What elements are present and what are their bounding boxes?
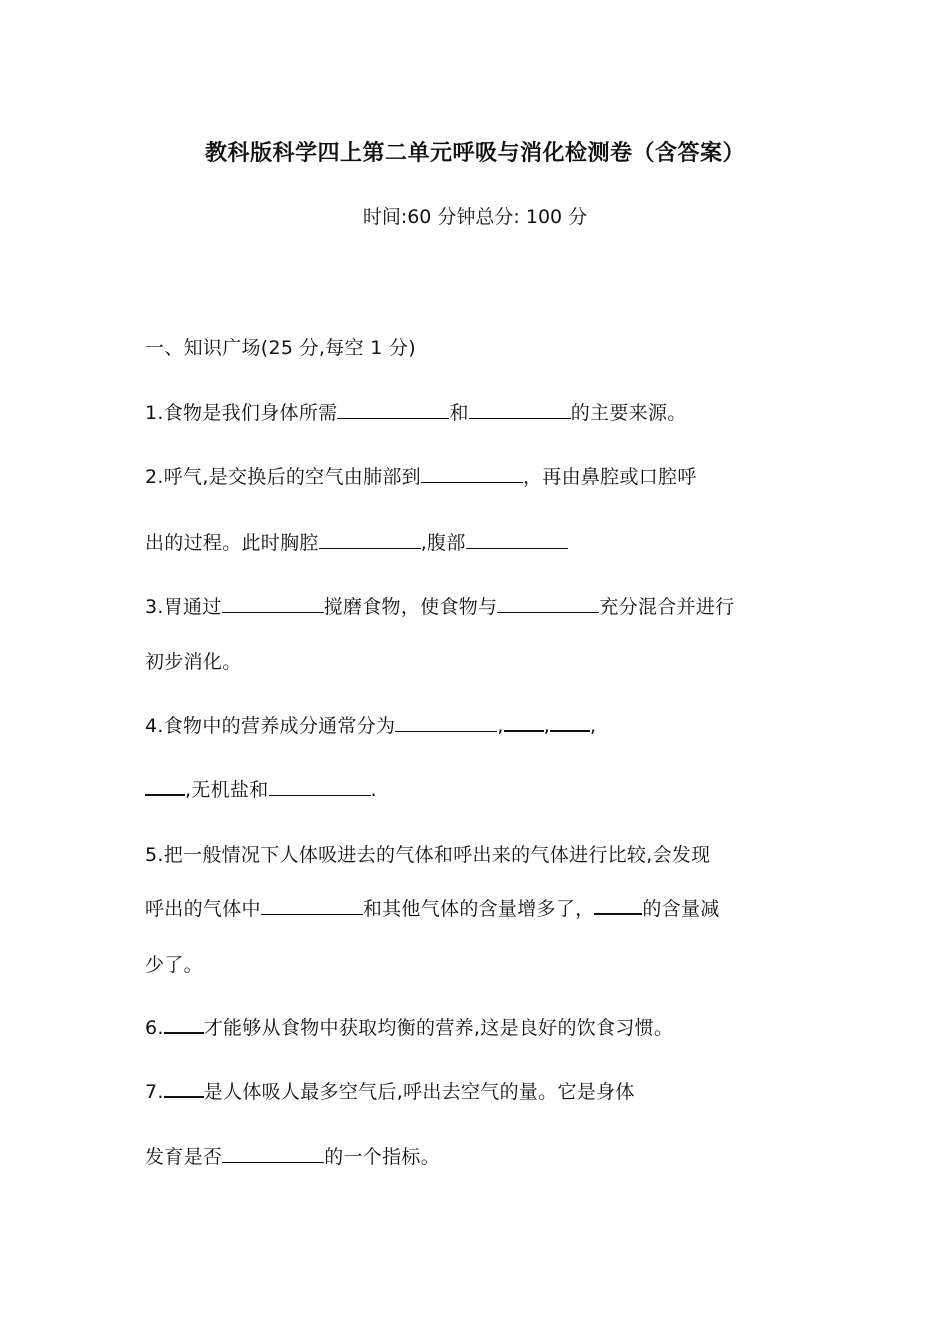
document-title: 教科版科学四上第二单元呼吸与消化检测卷（含答案） <box>204 141 745 166</box>
question-7-continued <box>145 1142 825 1169</box>
question-3-continued: 初步消化。 <box>145 651 242 673</box>
answer-blank[interactable] <box>504 729 544 732</box>
answer-blank[interactable] <box>269 794 371 796</box>
question-text: 1.食物是我们身体所需 <box>145 402 338 424</box>
separator: , <box>497 715 504 737</box>
question-text: 4.食物中的营养成分通常分为 <box>145 715 396 737</box>
question-text: 充分混合并进行 <box>599 596 735 618</box>
question-5: 5.把一般情况下人体吸进去的气体和呼出来的气体进行比较,会发现 <box>145 844 711 866</box>
question-6 <box>145 1013 825 1040</box>
answer-blank[interactable] <box>550 729 590 732</box>
question-text: 和 <box>449 402 469 424</box>
question-text: 是人体吸人最多空气后,呼出去空气的量。它是身体 <box>203 1081 635 1103</box>
answer-blank[interactable] <box>395 730 497 732</box>
question-2-continued <box>145 528 825 555</box>
question-text: ,无机盐和 <box>185 779 269 801</box>
answer-blank[interactable] <box>222 611 324 613</box>
question-text: 7. <box>145 1081 164 1103</box>
question-text: 的一个指标。 <box>324 1146 441 1168</box>
question-text: 发育是否 <box>145 1146 223 1168</box>
answer-blank[interactable] <box>337 417 449 419</box>
answer-blank[interactable] <box>164 1095 204 1098</box>
question-text: 的含量减 <box>642 898 720 920</box>
question-text: 6. <box>145 1017 164 1039</box>
question-4 <box>145 711 825 738</box>
answer-blank[interactable] <box>145 793 185 796</box>
answer-blank[interactable] <box>164 1031 204 1034</box>
answer-blank[interactable] <box>469 417 571 419</box>
section-heading: 一、知识广场(25 分,每空 1 分) <box>145 337 416 359</box>
question-3 <box>145 592 825 619</box>
question-text: ，再由鼻腔或口腔呼 <box>522 466 697 488</box>
question-5-continued <box>145 894 825 921</box>
answer-blank[interactable] <box>466 547 568 549</box>
question-text: 出的过程。此时胸腔 <box>145 532 319 554</box>
question-1 <box>145 398 825 425</box>
question-2 <box>145 462 825 489</box>
answer-blank[interactable] <box>319 547 421 549</box>
question-7 <box>145 1077 825 1104</box>
separator: , <box>543 715 551 737</box>
answer-blank[interactable] <box>497 611 599 613</box>
answer-blank[interactable] <box>421 481 523 483</box>
question-text: ,腹部 <box>420 532 466 554</box>
question-text: 3.胃通过 <box>145 596 222 618</box>
question-text: 呼出的气体中 <box>145 898 261 920</box>
question-text: 才能够从食物中获取均衡的营养,这是良好的饮食习惯。 <box>203 1017 674 1039</box>
answer-blank[interactable] <box>261 913 363 915</box>
answer-blank[interactable] <box>594 912 642 915</box>
question-5-end: 少了。 <box>145 954 203 976</box>
question-text: 2.呼气,是交换后的空气由肺部到 <box>145 466 421 488</box>
question-text: 搅磨食物，使食物与 <box>323 596 498 618</box>
exam-time-score: 时间:60 分钟总分: 100 分 <box>362 206 588 228</box>
question-4-continued <box>145 775 825 802</box>
question-text: 和其他气体的含量增多了， <box>362 898 595 920</box>
answer-blank[interactable] <box>222 1161 324 1163</box>
question-text: . <box>370 779 377 801</box>
separator: , <box>590 715 597 737</box>
question-text: 的主要来源。 <box>570 402 687 424</box>
